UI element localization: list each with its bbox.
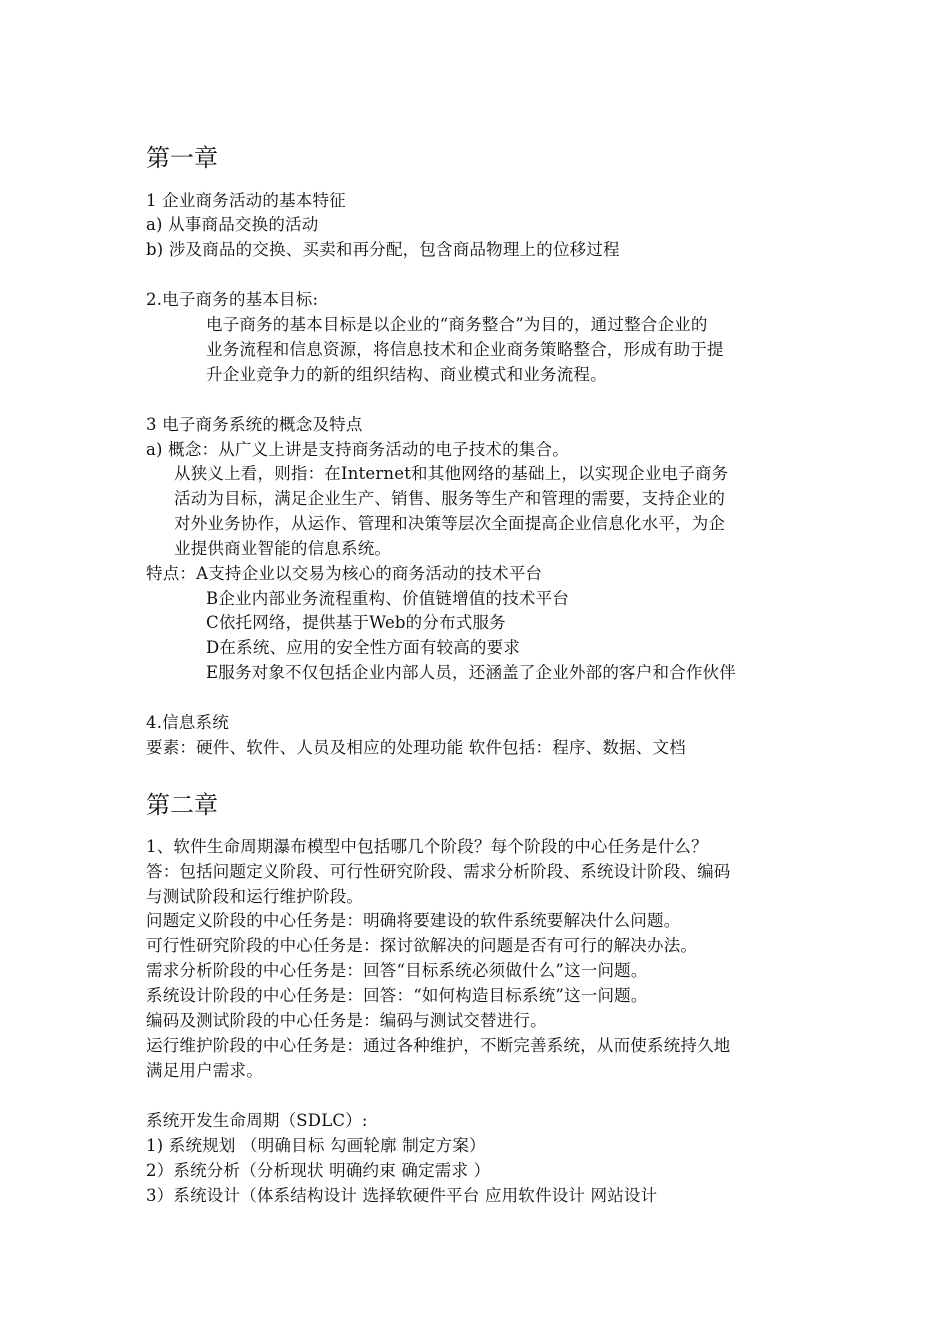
section-3-heading: 3 电子商务系统的概念及特点 <box>146 415 363 434</box>
chapter-1-title: 第一章 <box>146 144 218 172</box>
sdlc-heading: 系统开发生命周期（SDLC）: <box>146 1111 368 1130</box>
section-3-features-label: 特点：A支持企业以交易为核心的商务活动的技术平台 <box>146 564 543 583</box>
section-3-feature: C依托网络，提供基于Web的分布式服务 <box>206 613 506 632</box>
section-4-elements: 要素：硬件、软件、人员及相应的处理功能 软件包括：程序、数据、文档 <box>146 738 686 757</box>
section-1-item-a: a) 从事商品交换的活动 <box>146 215 319 234</box>
section-3-feature: E服务对象不仅包括企业内部人员，还涵盖了企业外部的客户和合作伙伴 <box>206 663 736 682</box>
section-4-heading: 4.信息系统 <box>146 713 229 732</box>
section-3-concept: a) 概念：从广义上讲是支持商务活动的电子技术的集合。 <box>146 440 569 459</box>
section-2-line: 业务流程和信息资源，将信息技术和企业商务策略整合，形成有助于提 <box>206 340 724 359</box>
chapter-2-answer-line: 需求分析阶段的中心任务是：回答“目标系统必须做什么”这一问题。 <box>146 961 648 980</box>
section-3-narrow-line: 从狭义上看，则指：在Internet和其他网络的基础上，以实现企业电子商务 <box>174 464 729 483</box>
chapter-2-answer-line: 满足用户需求。 <box>146 1061 263 1080</box>
section-3-narrow-line: 活动为目标，满足企业生产、销售、服务等生产和管理的需要，支持企业的 <box>174 489 726 508</box>
chapter-2-answer-line: 问题定义阶段的中心任务是：明确将要建设的软件系统要解决什么问题。 <box>146 911 681 930</box>
sdlc-item: 1) 系统规划 （明确目标 勾画轮廓 制定方案） <box>146 1136 486 1155</box>
sdlc-item: 2）系统分析（分析现状 明确约束 确定需求 ） <box>146 1161 491 1180</box>
section-3-narrow-line: 业提供商业智能的信息系统。 <box>174 539 392 558</box>
chapter-2-answer-line: 与测试阶段和运行维护阶段。 <box>146 887 364 906</box>
chapter-2-title: 第二章 <box>146 791 218 819</box>
section-1-heading: 1 企业商务活动的基本特征 <box>146 191 346 210</box>
chapter-2-answer-line: 可行性研究阶段的中心任务是：探讨欲解决的问题是否有可行的解决办法。 <box>146 936 698 955</box>
section-2-line: 升企业竞争力的新的组织结构、商业模式和业务流程。 <box>206 365 607 384</box>
section-3-feature: D在系统、应用的安全性方面有较高的要求 <box>206 638 521 657</box>
chapter-2-answer-line: 答：包括问题定义阶段、可行性研究阶段、需求分析阶段、系统设计阶段、编码 <box>146 862 731 881</box>
chapter-2-answer-line: 编码及测试阶段的中心任务是：编码与测试交替进行。 <box>146 1011 547 1030</box>
chapter-2-answer-line: 运行维护阶段的中心任务是：通过各种维护，不断完善系统，从而使系统持久地 <box>146 1036 731 1055</box>
sdlc-item: 3）系统设计（体系结构设计 选择软硬件平台 应用软件设计 网站设计 <box>146 1186 658 1205</box>
section-3-feature: B企业内部业务流程重构、价值链增值的技术平台 <box>206 589 570 608</box>
chapter-2-question: 1、软件生命周期瀑布模型中包括哪几个阶段？每个阶段的中心任务是什么？ <box>146 837 708 856</box>
section-2-heading: 2.电子商务的基本目标: <box>146 290 319 309</box>
section-2-line: 电子商务的基本目标是以企业的“商务整合”为目的，通过整合企业的 <box>206 315 708 334</box>
section-3-narrow-line: 对外业务协作，从运作、管理和决策等层次全面提高企业信息化水平，为企 <box>174 514 726 533</box>
chapter-2-answer-line: 系统设计阶段的中心任务是：回答：“如何构造目标系统”这一问题。 <box>146 986 648 1005</box>
section-1-item-b: b) 涉及商品的交换、买卖和再分配，包含商品物理上的位移过程 <box>146 240 620 259</box>
